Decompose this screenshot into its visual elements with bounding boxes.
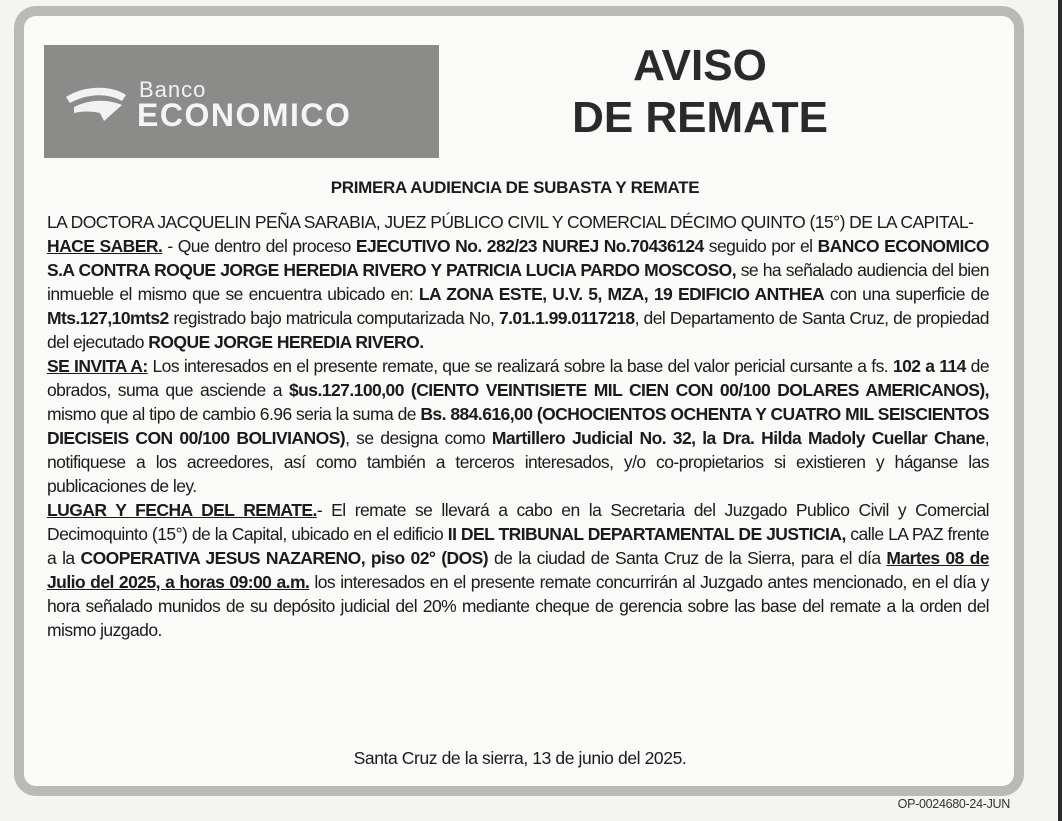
publication-reference: OP-0024680-24-JUN bbox=[897, 797, 1010, 811]
auctioneer: Martillero Judicial No. 32, la Dra. Hilda Madoly Cuellar Chane bbox=[491, 428, 985, 448]
lugar-text: los interesados en el presente remate concurrirán al Juzgado antes mencionado, en el día y hora señalado munidos de su depósito judicial del 20% mediante cheque de gerencia sobre las base del remate a la orden del mismo juzgado. bbox=[47, 572, 989, 640]
se-invita-label: SE INVITA A: bbox=[47, 356, 148, 376]
se-invita-text: mismo que al tipo de cambio 6.96 seria la suma de bbox=[47, 404, 421, 424]
se-invita-text: de obrados, suma que asciende a bbox=[47, 356, 990, 400]
court-building: II DEL TRIBUNAL DEPARTAMENTAL DE JUSTICIA, bbox=[447, 524, 846, 544]
base-value-bs: Bs. 884.616,00 (OCHOCIENTOS OCHENTA Y CUATRO MIL SEISCIENTOS DIECISEIS CON 00/100 BOLIVIANOS) bbox=[47, 404, 989, 448]
notice-body bbox=[47, 210, 989, 642]
lugar-label: LUGAR Y FECHA DEL REMATE. bbox=[47, 500, 317, 520]
notice-subtitle: PRIMERA AUDIENCIA DE SUBASTA Y REMATE bbox=[330, 178, 700, 197]
hace-saber-paragraph bbox=[47, 234, 989, 354]
auction-date: Martes 08 de Julio del 2025, a horas 09:00 a.m. bbox=[47, 548, 989, 592]
base-value-usd: $us.127.100,00 (CIENTO VEINTISIETE MIL CIEN CON 00/100 DOLARES AMERICANOS), bbox=[288, 380, 989, 400]
parties: BANCO ECONOMICO S.A CONTRA ROQUE JORGE HEREDIA RIVERO Y PATRICIA LUCIA PARDO MOSCOSO, bbox=[47, 236, 989, 280]
hace-saber-text: registrado bajo matricula computarizada No, bbox=[168, 308, 499, 328]
court-address: COOPERATIVA JESUS NAZARENO, piso 02° (DOS) bbox=[80, 548, 489, 568]
se-invita-text: Los interesados en el presente remate, que se realizará sobre la base del valor pericial cursante a fs. bbox=[147, 356, 893, 376]
hace-saber-text: seguido por el bbox=[703, 236, 818, 256]
logo-text-economico: ECONOMICO bbox=[137, 97, 352, 133]
hace-saber-text: se ha señalado audiencia del bien inmueble el mismo que se encuentra ubicado en: bbox=[47, 260, 989, 304]
title-line-2: DE REMATE bbox=[572, 93, 828, 142]
logo-text-banco: Banco bbox=[139, 77, 207, 102]
lugar-text: de la ciudad de Santa Cruz de la Sierra, para el día bbox=[488, 548, 887, 568]
se-invita-paragraph bbox=[47, 354, 989, 498]
swoosh-logo-icon bbox=[64, 83, 130, 123]
property-surface: Mts.127,10mts2 bbox=[47, 308, 169, 328]
se-invita-text: , notifiquese a los acreedores, así como también a terceros interesados, y/o co-propietarios si existieren y háganse las publicaciones de ley. bbox=[47, 428, 989, 496]
lugar-text: calle LA PAZ frente a la bbox=[47, 524, 989, 568]
se-invita-text: , se designa como bbox=[345, 428, 492, 448]
hace-saber-label: HACE SABER. bbox=[47, 236, 163, 256]
hace-saber-text: con una superficie de bbox=[824, 284, 989, 304]
scan-edge bbox=[1058, 0, 1062, 821]
registration-number: 7.01.1.99.0117218 bbox=[498, 308, 635, 328]
hace-saber-text: , del Departamento de Santa Cruz, de propiedad del ejecutado bbox=[47, 308, 989, 352]
lugar-paragraph bbox=[47, 498, 989, 642]
closing-date-line: Santa Cruz de la sierra, 13 de junio del 2025. bbox=[353, 748, 687, 768]
folio-range: 102 a 114 bbox=[892, 356, 966, 376]
page-title bbox=[540, 40, 860, 144]
hace-saber-text: - Que dentro del proceso bbox=[162, 236, 356, 256]
bank-logo bbox=[44, 45, 439, 158]
process-number: EJECUTIVO No. 282/23 NUREJ No.70436124 bbox=[355, 236, 704, 256]
lugar-text: - El remate se llevará a cabo en la Secretaria del Juzgado Publico Civil y Comercial Decimoquinto (15°) de la Capital, ubicado en el edificio bbox=[47, 500, 989, 544]
owner-name: ROQUE JORGE HEREDIA RIVERO. bbox=[148, 332, 424, 352]
title-line-1: AVISO bbox=[633, 41, 767, 90]
property-location: LA ZONA ESTE, U.V. 5, MZA, 19 EDIFICIO ANTHEA bbox=[418, 284, 825, 304]
intro-paragraph: LA DOCTORA JACQUELIN PEÑA SARABIA, JUEZ PÚBLICO CIVIL Y COMERCIAL DÉCIMO QUINTO (15°) DE LA CAPITAL- bbox=[47, 212, 974, 232]
